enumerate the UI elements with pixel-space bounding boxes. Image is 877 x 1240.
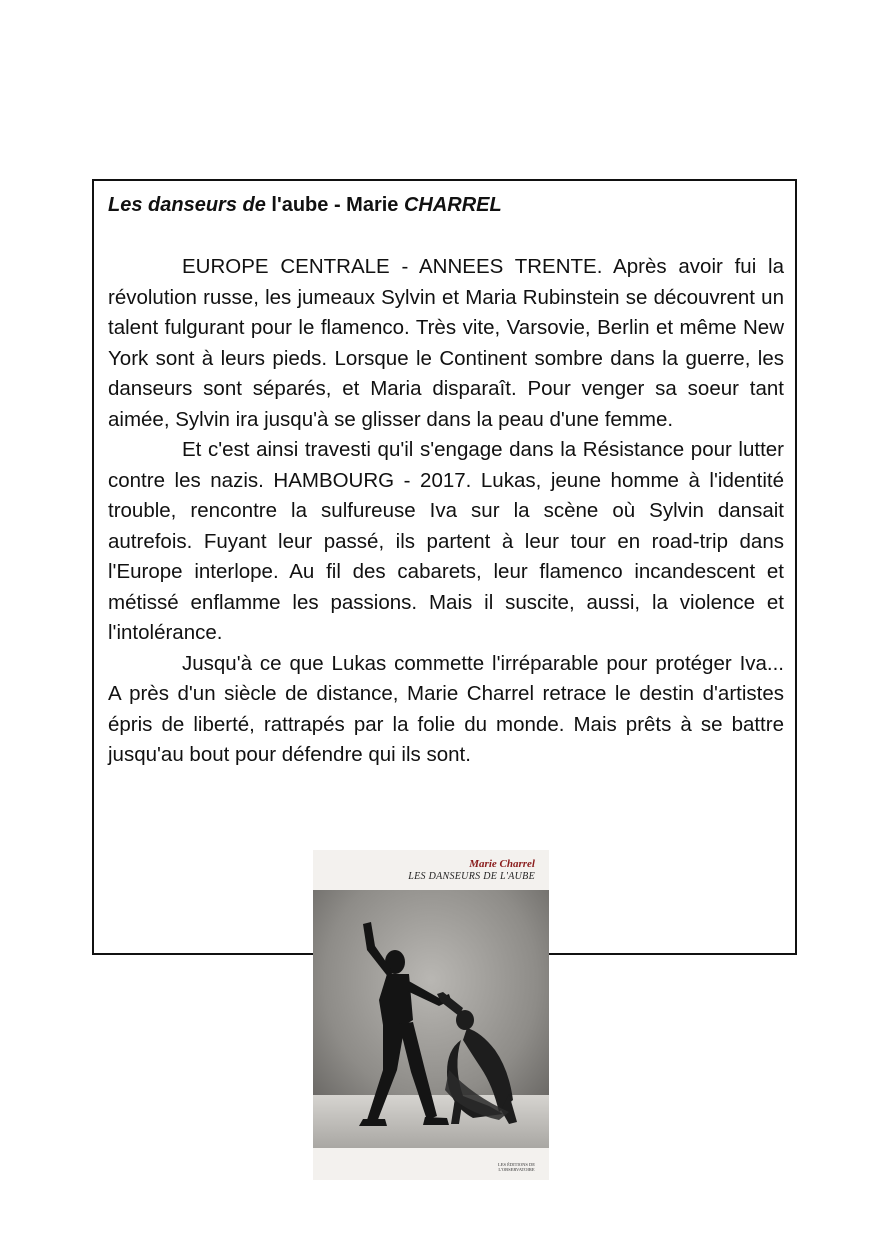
page-title — [108, 191, 784, 219]
synopsis — [108, 252, 784, 771]
cover-dancers-photo — [313, 890, 549, 1148]
cover-title: LES DANSEURS DE L'AUBE — [408, 871, 535, 882]
title-italic-part: Les danseurs de — [108, 194, 266, 216]
synopsis-paragraph: Jusqu'à ce que Lukas commette l'irréparable pour protéger Iva... A près d'un siècle de distance, Marie Charrel retrace le destin d'artistes épris de liberté, rattrapés par la folie du monde. Mais prêts à se battre jusqu'au bout pour défendre qui ils sont. — [108, 651, 784, 766]
cover-publisher — [498, 1162, 535, 1172]
title-author-surname: CHARREL — [403, 194, 502, 216]
synopsis-paragraph: EUROPE CENTRALE - ANNEES TRENTE. Après avoir fui la révolution russe, les jumeaux Sylvin et Maria Rubinstein se découvrent un talent fulgurant pour le flamenco. Très vite, Varsovie, Berlin et même New York sont à leurs pieds. Lorsque le Continent sombre dans la guerre, les danseurs sont séparés, et Maria disparaît. Pour venger sa soeur tant aimée, Sylvin ira jusqu'à se glisser dans la peau d'une femme. — [108, 255, 784, 431]
title-plain-part: l'aube - Marie — [265, 194, 404, 216]
book-cover — [313, 850, 549, 1180]
cover-publisher-line: LES ÉDITIONS DE — [498, 1162, 535, 1167]
cover-publisher-line: L'OBSERVATOIRE — [498, 1167, 535, 1172]
synopsis-paragraph: Et c'est ainsi travesti qu'il s'engage dans la Résistance pour lutter contre les nazis. HAMBOURG - 2017. Lukas, jeune homme à l'identité trouble, rencontre la sulfureuse Iva sur la scène où Sylvin dansait autrefois. Fuyant leur passé, ils partent à leur tour en road-trip dans l'Europe interlope. Au fil des cabarets, leur flamenco incandescent et métissé enflamme les passions. Mais il suscite, aussi, la violence et l'intolérance. — [108, 438, 784, 644]
cover-author: Marie Charrel — [469, 858, 535, 870]
